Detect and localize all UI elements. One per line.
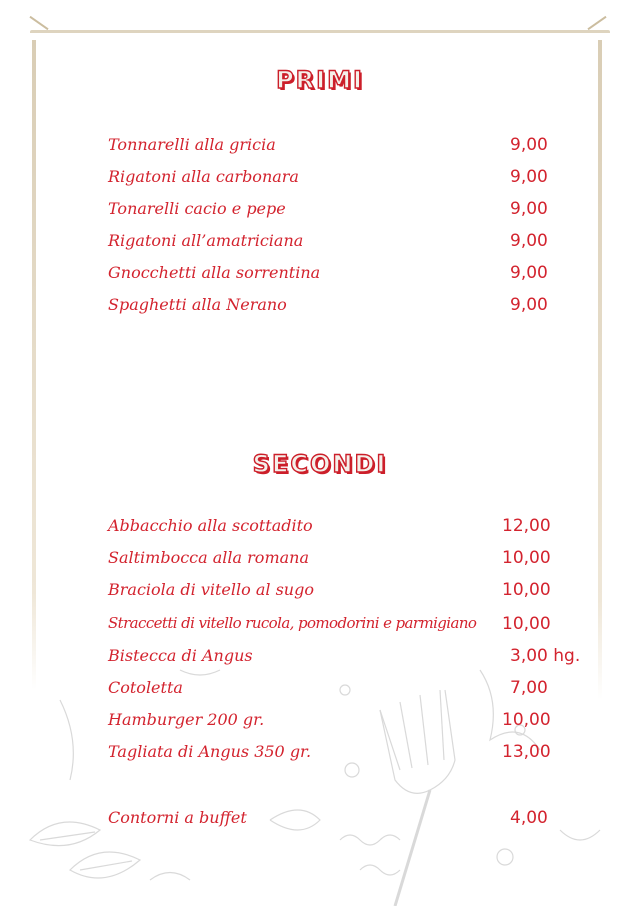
menu-item-name: Bistecca di Angus (108, 646, 253, 665)
menu-item-name: Saltimbocca alla romana (108, 548, 309, 567)
menu-item-price: 10,00 (502, 580, 551, 600)
menu-item-name: Hamburger 200 gr. (108, 710, 265, 729)
menu-item-name: Tagliata di Angus 350 gr. (108, 742, 312, 761)
menu-item-price: 9,00 (510, 231, 548, 251)
frame-right-border (598, 40, 602, 700)
menu-item-name: Rigatoni all’amatriciana (108, 231, 304, 250)
menu-item-price: 10,00 (502, 710, 551, 730)
menu-item-name: Abbacchio alla scottadito (108, 516, 313, 535)
menu-item-name: Tonnarelli alla gricia (108, 135, 276, 154)
frame-top-border (30, 30, 610, 41)
menu-item-name: Gnocchetti alla sorrentina (108, 263, 321, 282)
menu-item-price: 3,00 hg. (510, 646, 581, 666)
menu-item-price: 9,00 (510, 167, 548, 187)
menu-item-price: 9,00 (510, 263, 548, 283)
secondi-section-title: SECONDI (252, 450, 388, 478)
menu-item-price: 9,00 (510, 199, 548, 219)
menu-item-price: 7,00 (510, 678, 548, 698)
menu-item-name: Rigatoni alla carbonara (108, 167, 299, 186)
frame-corner-left (29, 16, 48, 30)
contorni-name: Contorni a buffet (108, 808, 247, 827)
menu-item-name: Tonarelli cacio e pepe (108, 199, 286, 218)
menu-item-price: 10,00 (502, 614, 551, 634)
primi-section-title: PRIMI (276, 66, 364, 94)
menu-item-name: Spaghetti alla Nerano (108, 295, 287, 314)
menu-item-price: 13,00 (502, 742, 551, 762)
menu-item-price: 9,00 (510, 135, 548, 155)
menu-item-price: 9,00 (510, 295, 548, 315)
frame-left-border (32, 40, 36, 690)
contorni-price: 4,00 (510, 808, 548, 828)
menu-item-price: 10,00 (502, 548, 551, 568)
menu-item-price: 12,00 (502, 516, 551, 536)
menu-item-name: Braciola di vitello al sugo (108, 580, 314, 599)
frame-corner-right (587, 16, 606, 30)
menu-item-name: Straccetti di vitello rucola, pomodorini e parmigiano (108, 614, 477, 632)
menu-item-name: Cotoletta (108, 678, 183, 697)
